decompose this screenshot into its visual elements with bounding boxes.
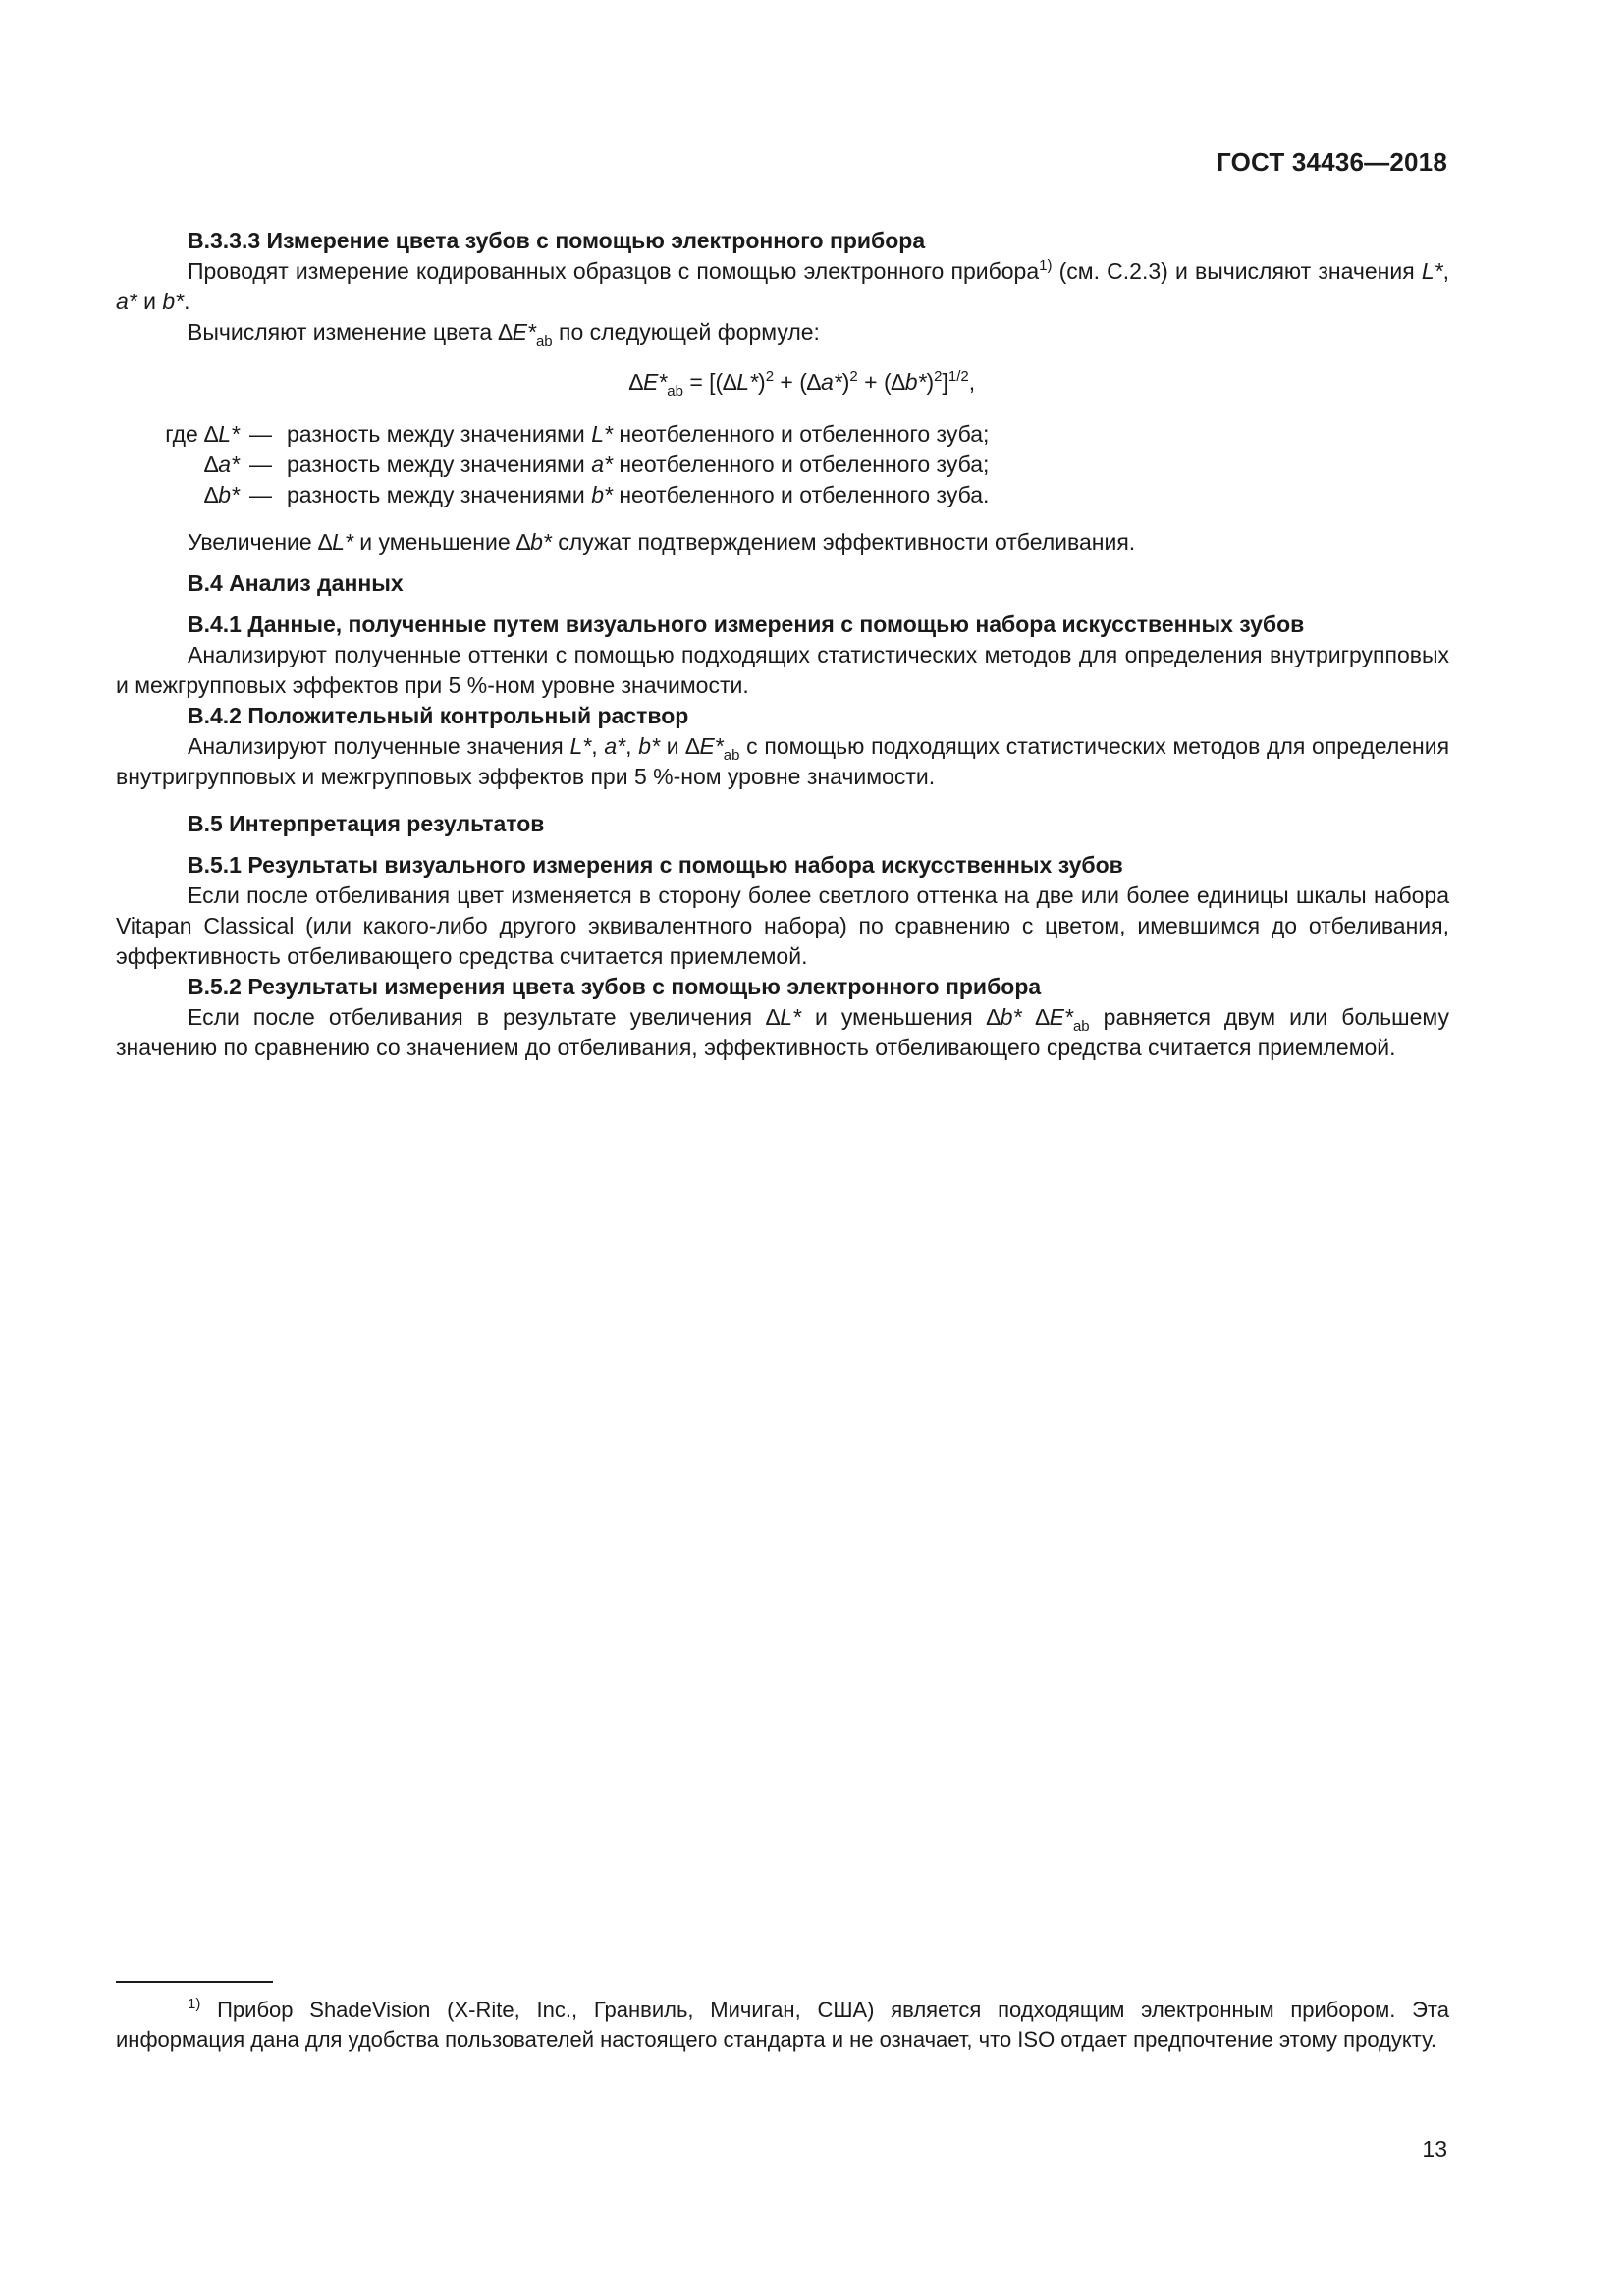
paragraph-b41: Анализируют полученные оттенки с помощью подходящих статистических методов для определения внутригрупповых и межгрупповых эффектов при 5 %-ном уровне значимости. bbox=[116, 642, 1449, 698]
footnote-marker: 1) bbox=[188, 1996, 201, 2012]
footnote-divider bbox=[116, 1981, 273, 1983]
footnote-reference[interactable]: 1) bbox=[1039, 257, 1053, 274]
formula-legend: где ∆L* — разность между значениями L* неотбеленного и отбеленного зуба; ∆a* — разность между значениями a* неотбеленного и отбеленного зуба; ∆b* — разность между значениями b* неотбеленного и отбеленного зуба. bbox=[116, 419, 1449, 510]
legend-text-L: разность между значениями L* неотбеленного и отбеленного зуба; bbox=[287, 421, 990, 447]
main-content bbox=[116, 226, 1449, 1063]
heading-b333: В.3.3.3 Измерение цвета зубов с помощью электронного прибора bbox=[188, 228, 926, 253]
heading-b52: В.5.2 Результаты измерения цвета зубов с помощью электронного прибора bbox=[188, 974, 1042, 999]
paragraph-b52: Если после отбеливания в результате увеличения ∆L* и уменьшения ∆b* $\Delta E*_{ab}$ равняется двум или большему значению по сравнению со значением до отбеливания, эффективность отбеливающего средства считается приемлемой. bbox=[116, 1004, 1449, 1060]
paragraph-b51: Если после отбеливания цвет изменяется в сторону более светлого оттенка на две или более единицы шкалы набора Vitapan Classical (или какого-либо другого эквивалентного набора) по сравнению с цветом, имевшимся до отбеливания, эффективность отбеливающего средства считается приемлемой. bbox=[116, 882, 1449, 969]
delta-e-formula: $\Delta E*_{ab} = [(\Delta L*)^2 + (\Delta a*)^2 + (\Delta b*)^2]^{1/2}$, bbox=[628, 368, 976, 400]
heading-b41: В.4.1 Данные, полученные путем визуального измерения с помощью набора искусственных зубов bbox=[188, 612, 1305, 637]
paragraph-b333-measurement: Проводят измерение кодированных образцов с помощью электронного прибора$^{1)}$ (см. С.2.3) и вычисляют значения L*, a* и b*. bbox=[116, 257, 1449, 314]
heading-b42: В.4.2 Положительный контрольный раствор bbox=[188, 703, 689, 728]
page-number: 13 bbox=[1422, 2136, 1447, 2162]
heading-b4: В.4 Анализ данных bbox=[188, 570, 404, 596]
heading-b51: В.5.1 Результаты визуального измерения с помощью набора искусственных зубов bbox=[188, 852, 1123, 878]
heading-b5: В.5 Интерпретация результатов bbox=[188, 811, 545, 836]
document-code: ГОСТ 34436—2018 bbox=[1217, 147, 1447, 177]
footnote-text: Прибор ShadeVision (X-Rite, Inc., Гранвиль, Мичиган, США) является подходящим электронным прибором. Эта информация дана для удобства пользователей настоящего стандарта и не означает, что ISO отдает предпочтение этому продукту. bbox=[116, 1998, 1449, 2052]
paragraph-b42: Анализируют полученные значения L*, a*, b* и $\Delta E*_{ab}$ с помощью подходящих статистических методов для определения внутригрупповых и межгрупповых эффектов при 5 %-ном уровне значимости. bbox=[116, 733, 1450, 789]
legend-symbol-b: ∆b* bbox=[204, 482, 240, 507]
legend-text-a: разность между значениями a* неотбеленного и отбеленного зуба; bbox=[287, 452, 990, 477]
legend-text-b: разность между значениями b* неотбеленного и отбеленного зуба. bbox=[287, 482, 990, 507]
legend-symbol-a: ∆a* bbox=[204, 452, 240, 477]
paragraph-b333-conclusion: Увеличение ∆L* и уменьшение ∆b* служат подтверждением эффективности отбеливания. bbox=[188, 529, 1136, 555]
paragraph-b333-compute: Вычисляют изменение цвета $\Delta E*_{ab}$ по следующей формуле: bbox=[188, 319, 820, 349]
legend-symbol-L: где ∆L* bbox=[165, 421, 240, 447]
footnote bbox=[116, 1996, 1449, 2055]
